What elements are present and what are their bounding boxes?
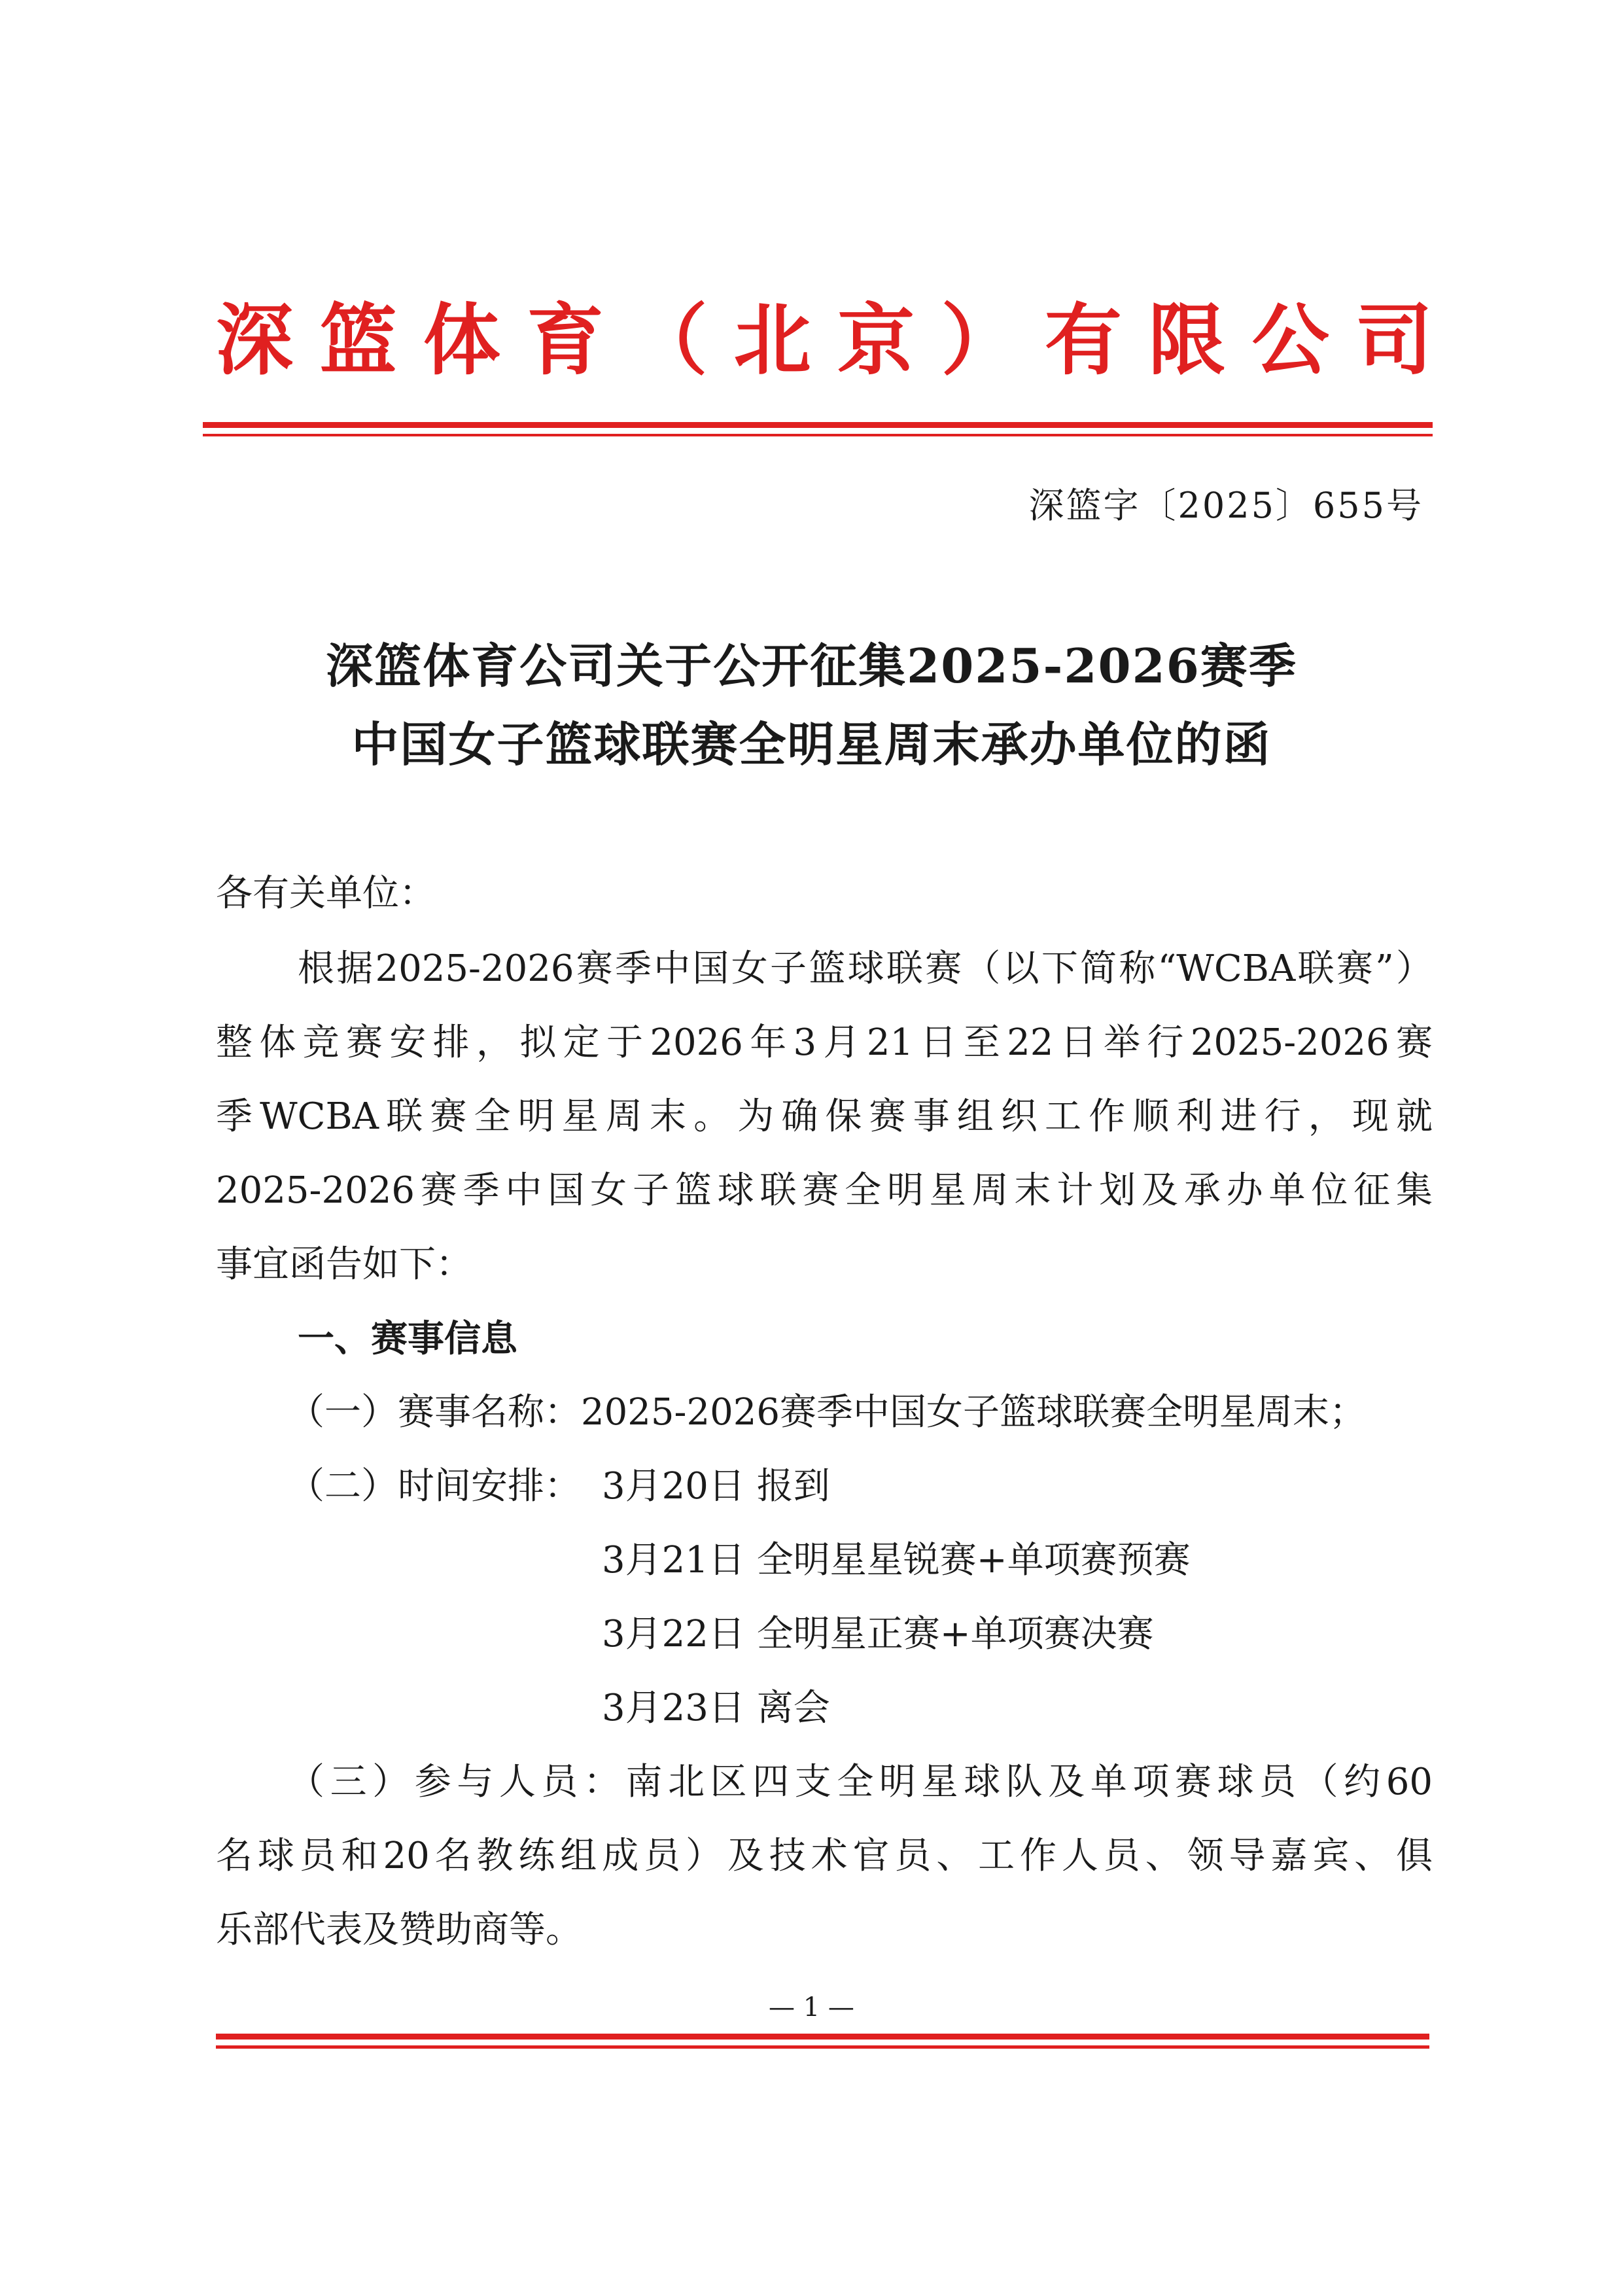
letterhead-char: 京 — [837, 294, 915, 385]
intro-line: 根据2025-2026赛季中国女子篮球联赛（以下简称“WCBA联赛”） — [298, 947, 1433, 990]
schedule-item — [602, 1598, 1387, 1671]
schedule-event: 全明星正赛+单项赛决赛 — [756, 1613, 1154, 1655]
section-heading-event-info: 一、赛事信息 — [298, 1317, 517, 1360]
intro-line: 整体竞赛安排，拟定于2026年3月21日至22日举行2025-2026赛 — [216, 1021, 1433, 1064]
letterhead-char: 司 — [1355, 294, 1433, 385]
participants-line: 名球员和20名教练组成员）及技术官员、工作人员、领导嘉宾、俱 — [216, 1835, 1433, 1877]
intro-line: 季WCBA联赛全明星周末。为确保赛事组织工作顺利进行，现就 — [216, 1095, 1433, 1138]
participants-line: （三）参与人员：南北区四支全明星球队及单项赛球员（约60 — [288, 1761, 1433, 1803]
letterhead-char: 深 — [216, 294, 294, 385]
schedule-item — [602, 1524, 1387, 1597]
document-number: 深篮字〔2025〕655号 — [1028, 485, 1423, 526]
schedule-date: 3月23日 — [602, 1687, 745, 1729]
schedule-item — [602, 1450, 1387, 1523]
letterhead-char: 有 — [1044, 294, 1122, 385]
schedule-event: 全明星星锐赛+单项赛预赛 — [756, 1539, 1191, 1581]
letter-title-line-1: 深篮体育公司关于公开征集2025-2026赛季 — [326, 638, 1297, 694]
letter-title-line-2: 中国女子篮球联赛全明星周末承办单位的函 — [351, 716, 1272, 772]
schedule-item — [602, 1672, 1387, 1745]
salutation: 各有关单位： — [216, 872, 436, 915]
participants-line: 乐部代表及赞助商等。 — [216, 1909, 582, 1951]
footer-red-rule-thick — [216, 2034, 1429, 2040]
schedule-event: 离会 — [756, 1687, 830, 1729]
schedule-date: 3月21日 — [602, 1539, 745, 1581]
letterhead-company-name — [216, 268, 1433, 399]
page-number: — 1 — — [769, 1992, 854, 2022]
letterhead-char: 育 — [527, 294, 604, 385]
intro-line: 2025-2026赛季中国女子篮球联赛全明星周末计划及承办单位征集 — [216, 1169, 1433, 1212]
schedule-date: 3月22日 — [602, 1613, 745, 1655]
intro-line: 事宜函告如下： — [216, 1243, 472, 1286]
schedule-date: 3月20日 — [602, 1465, 745, 1508]
letterhead-char: 体 — [423, 294, 500, 385]
footer-red-rule-thin — [216, 2045, 1429, 2049]
letterhead-char: 北 — [733, 294, 811, 385]
header-red-rule-thin — [203, 434, 1433, 436]
letterhead-char: 篮 — [319, 294, 397, 385]
event-name: （一）赛事名称：2025-2026赛季中国女子篮球联赛全明星周末； — [288, 1391, 1366, 1434]
letterhead-char: 限 — [1148, 294, 1226, 385]
schedule-label: （二）时间安排： — [288, 1465, 581, 1508]
letterhead-char: （ — [630, 294, 708, 385]
schedule-event: 报到 — [756, 1465, 830, 1508]
letterhead-char: ） — [941, 294, 1019, 385]
letterhead-char: 公 — [1251, 294, 1329, 385]
header-red-rule-thick — [203, 422, 1433, 428]
